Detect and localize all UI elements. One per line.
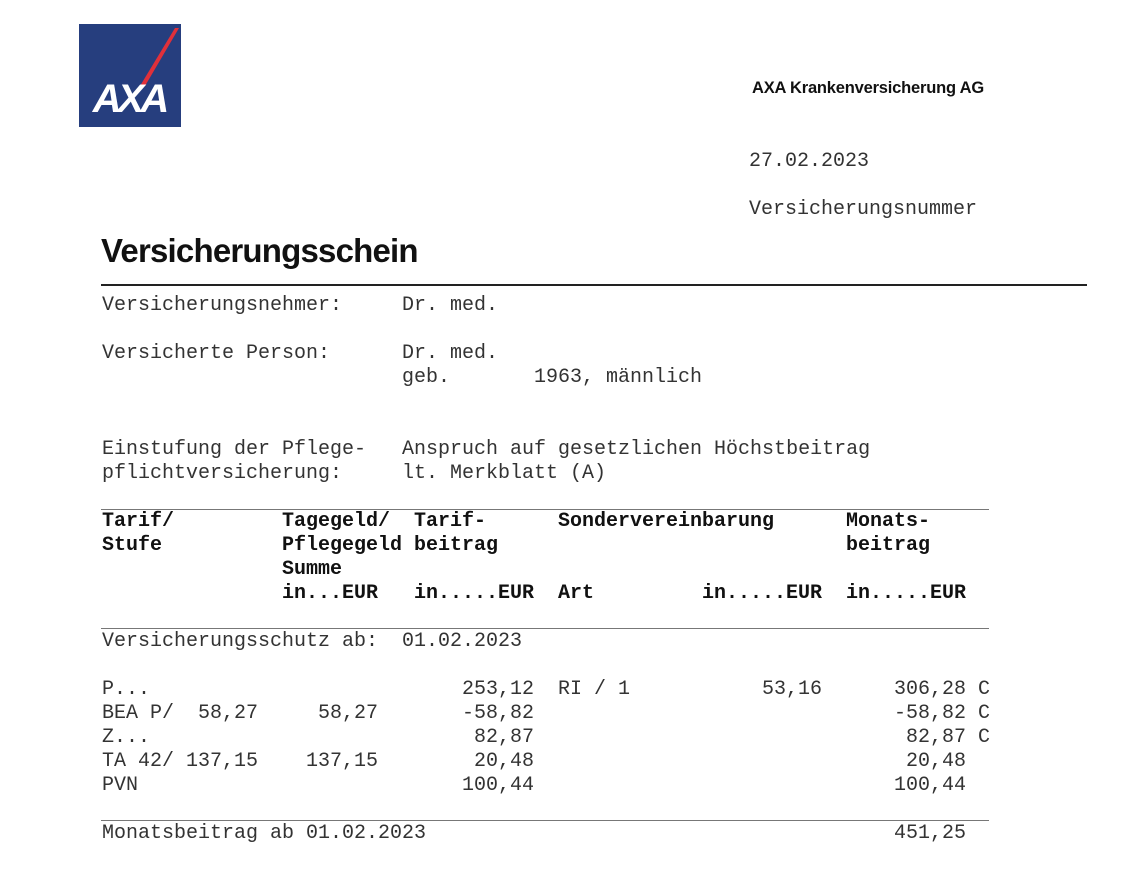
company-name: AXA Krankenversicherung AG [752,79,984,97]
row-monat: 306,28 [893,678,966,701]
row-beitrag: 20,48 [473,750,534,773]
row-tagegeld: 58,27 [317,702,378,725]
row-sonder-art: RI / 1 [558,678,631,701]
header-beitrag-2: beitrag [414,534,499,557]
insured-person-value: Dr. med. [402,342,499,365]
coverage-date: 01.02.2023 [402,630,523,653]
total-divider [101,820,989,821]
header-beitrag-4: in.....EUR [414,582,535,605]
document-date: 27.02.2023 [749,150,870,173]
row-tarif: P... [102,678,151,701]
title-divider [101,284,1087,286]
care-classification-value-1: Anspruch auf gesetzlichen Höchstbeitrag [402,438,871,461]
row-beitrag: 100,44 [461,774,534,797]
header-monat-1: Monats- [846,510,931,533]
care-classification-label-1: Einstufung der Pflege- [102,438,367,461]
header-monat-2: beitrag [846,534,931,557]
axa-logo [79,24,181,127]
care-classification-value-2: lt. Merkblatt (A) [402,462,607,485]
care-classification-label-2: pflichtversicherung: [102,462,343,485]
insured-birth-value: 1963, männlich [534,366,703,389]
policyholder-value: Dr. med. [402,294,499,317]
row-tarif: BEA P/ 58,27 [102,702,259,725]
row-beitrag: -58,82 [461,702,534,725]
header-tarif-1: Tarif/ [102,510,175,533]
header-tagegeld-2: Pflegegeld [282,534,403,557]
row-flag: C [978,726,991,749]
row-monat: 20,48 [905,750,966,773]
header-tagegeld-1: Tagegeld/ [282,510,391,533]
coverage-label: Versicherungsschutz ab: [102,630,379,653]
header-sonder-1: Sondervereinbarung [558,510,775,533]
row-monat: -58,82 [893,702,966,725]
header-tagegeld-3: Summe [282,558,343,581]
policyholder-label: Versicherungsnehmer: [102,294,343,317]
axa-logo-icon [79,24,181,127]
header-sonder-art: Art [558,582,595,605]
row-tarif: Z... [102,726,151,749]
page-title: Versicherungsschein [101,232,418,269]
row-tarif: TA 42/ 137,15 [102,750,259,773]
row-monat: 82,87 [905,726,966,749]
total-label: Monatsbeitrag ab 01.02.2023 [102,822,427,845]
header-sonder-eur: in.....EUR [702,582,823,605]
row-flag: C [978,678,991,701]
header-monat-4: in.....EUR [846,582,967,605]
row-monat: 100,44 [893,774,966,797]
row-flag: C [978,702,991,725]
header-tarif-2: Stufe [102,534,163,557]
header-beitrag-1: Tarif- [414,510,487,533]
svg-text:AXA: AXA [92,77,166,121]
insured-birth-label: geb. [402,366,451,389]
header-bottom-divider [101,628,989,629]
row-beitrag: 253,12 [461,678,534,701]
total-value: 451,25 [893,822,966,845]
row-sonder-eur: 53,16 [761,678,822,701]
row-beitrag: 82,87 [473,726,534,749]
header-tagegeld-4: in...EUR [282,582,379,605]
insured-person-label: Versicherte Person: [102,342,331,365]
row-tarif: PVN [102,774,139,797]
row-tagegeld: 137,15 [305,750,378,773]
policy-number-label: Versicherungsnummer [749,198,978,221]
